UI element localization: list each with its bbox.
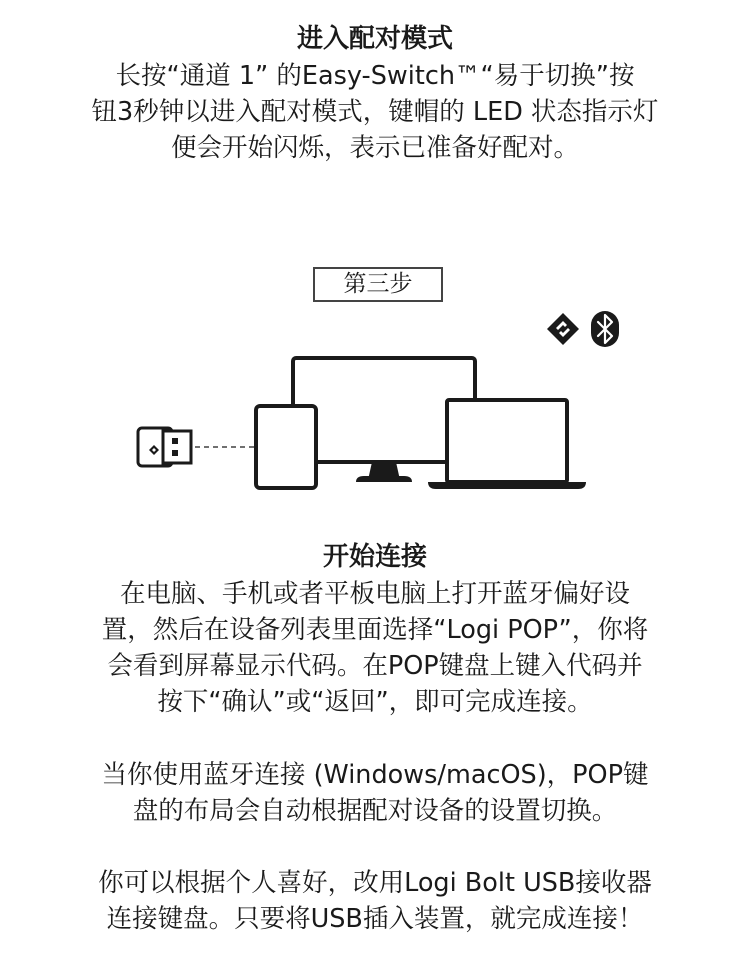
connect-description	[40, 576, 710, 720]
layout-section	[40, 757, 710, 829]
tablet-icon	[256, 406, 316, 488]
layout-line: 盘的布局会自动根据配对设备的设置切换。	[132, 796, 618, 826]
pairing-description	[40, 58, 710, 166]
connect-line: 会看到屏幕显示代码。在POP键盘上键入代码并	[107, 651, 643, 681]
connect-line: 置，然后在设备列表里面选择“Logi POP”，你将	[101, 615, 649, 645]
easy-switch-icon	[547, 313, 579, 345]
connect-section	[40, 538, 710, 720]
pairing-section	[40, 20, 710, 166]
pairing-line: 长按“通道 1” 的Easy-Switch™“易于切换”按	[115, 61, 635, 91]
step-label: 第三步	[313, 267, 443, 302]
connect-line: 在电脑、手机或者平板电脑上打开蓝牙偏好设	[119, 579, 630, 609]
bolt-section	[40, 865, 710, 937]
connection-illustration	[0, 300, 750, 500]
connect-title: 开始连接	[322, 542, 427, 572]
usb-receiver-icon	[138, 428, 191, 466]
pairing-line: 钮3秒钟以进入配对模式，键帽的 LED 状态指示灯	[91, 97, 659, 127]
pairing-title: 进入配对模式	[296, 24, 453, 54]
laptop-icon	[428, 400, 586, 489]
pairing-line: 便会开始闪烁，表示已准备好配对。	[170, 133, 579, 163]
connect-line: 按下“确认”或“返回”，即可完成连接。	[157, 687, 593, 717]
bolt-description	[40, 865, 710, 937]
bolt-line: 你可以根据个人喜好，改用Logi Bolt USB接收器	[98, 868, 652, 898]
layout-description	[40, 757, 710, 829]
layout-line: 当你使用蓝牙连接 (Windows/macOS)，POP键	[101, 760, 649, 790]
bluetooth-icon	[591, 311, 619, 347]
bolt-line: 连接键盘。只要将USB插入装置，就完成连接！	[106, 904, 644, 934]
